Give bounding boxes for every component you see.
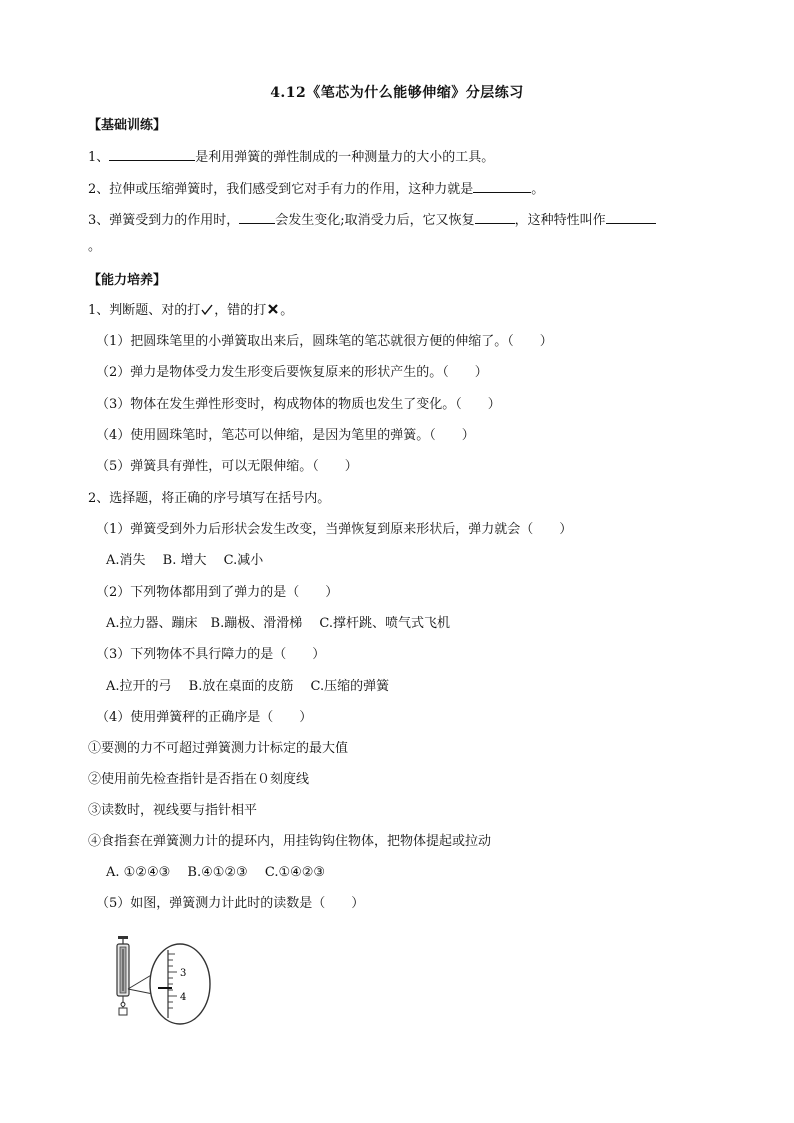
question-text-end: 。 — [531, 182, 545, 197]
answer-blank-1[interactable] — [239, 210, 275, 224]
scale-label-4: 4 — [180, 992, 187, 1003]
step-3: ③读数时，视线要与指针相平 — [88, 803, 258, 818]
step-4: ④食指套在弹簧测力计的提环内，用挂钩钩住物体，把物体提起或拉动 — [88, 834, 492, 849]
weight-block — [119, 1008, 127, 1015]
judge-item-4: （4）使用圆珠笔时，笔芯可以伸缩，是因为笔里的弹簧。（ ） — [96, 428, 475, 443]
cross-mark-icon — [267, 303, 279, 315]
question-text: 是利用弹簧的弹性制成的一种测量力的大小的工具。 — [195, 150, 495, 165]
choice-question-4: （4）使用弹簧秤的正确序是（ ） — [96, 710, 313, 725]
question-text: 3、弹簧受到力的作用时， — [88, 213, 240, 228]
question-text: 2、拉伸或压缩弹簧时，我们感受到它对手有力的作用，这种力就是 — [88, 182, 474, 197]
question-basic-3 — [88, 210, 656, 230]
top-ring — [118, 936, 128, 939]
choice-question-1: （1）弹簧受到外力后形状会发生改变，当弹恢复到原来形状后，弹力就会（ ） — [96, 522, 573, 537]
bottom-hook — [121, 996, 125, 1007]
choice-options-1: A.消失 B. 增大 C.减小 — [106, 553, 264, 568]
choice-options-4: A. ①②④③ B.④①②③ C.①④②③ — [106, 865, 326, 880]
choice-heading: 2、选择题，将正确的序号填写在括号内。 — [88, 491, 331, 506]
question-number: 1、 — [88, 150, 110, 165]
question-basic-2 — [88, 179, 544, 199]
section-basic-training: 【基础训练】 — [88, 118, 167, 133]
magnified-view — [150, 944, 210, 1024]
judge-item-3: （3）物体在发生弹性形变时，构成物体的物质也发生了变化。（ ） — [96, 397, 501, 412]
question-text-mid2: ，这种特性叫作 — [514, 213, 606, 228]
judge-item-5: （5）弹簧具有弹性，可以无限伸缩。（ ） — [96, 459, 358, 474]
section-ability-training: 【能力培养】 — [88, 273, 167, 288]
question-text-mid1: 会发生变化;取消受力后，它又恢复 — [275, 213, 475, 228]
choice-options-2: A.拉力器、蹦床 B.蹦极、滑滑梯 C.撑杆跳、喷气式飞机 — [106, 616, 450, 631]
answer-blank[interactable] — [109, 147, 195, 161]
choice-question-5: （5）如图，弹簧测力计此时的读数是（ ） — [96, 896, 365, 911]
choice-options-3: A.拉开的弓 B.放在桌面的皮筋 C.压缩的弹簧 — [106, 679, 390, 694]
step-1: ①要测的力不可超过弹簧测力计标定的最大值 — [88, 741, 349, 756]
judge-item-1: （1）把圆珠笔里的小弹簧取出来后，圆珠笔的笔芯就很方便的伸缩了。（ ） — [96, 334, 553, 349]
answer-blank-3[interactable] — [606, 210, 656, 224]
question-basic-3-tail: 。 — [88, 239, 102, 254]
choice-question-2: （2）下列物体都用到了弹力的是（ ） — [96, 585, 339, 600]
step-2: ②使用前先检查指针是否指在０刻度线 — [88, 772, 310, 787]
choice-question-3: （3）下列物体不具行障力的是（ ） — [96, 647, 326, 662]
check-mark-icon — [200, 303, 214, 316]
answer-blank[interactable] — [473, 179, 531, 193]
judge-heading: 1、判断题、对的打 ，错的打 。 — [88, 303, 294, 318]
spring-scale-figure — [108, 934, 218, 1026]
judge-item-2: （2）弹力是物体受力发生形变后要恢复原来的形状产生的。（ ） — [96, 365, 488, 380]
answer-blank-2[interactable] — [475, 210, 515, 224]
page-title: 4.12《笔芯为什么能够伸缩》分层练习 — [270, 85, 524, 101]
question-basic-1 — [88, 147, 494, 167]
scale-label-3: 3 — [180, 968, 187, 979]
